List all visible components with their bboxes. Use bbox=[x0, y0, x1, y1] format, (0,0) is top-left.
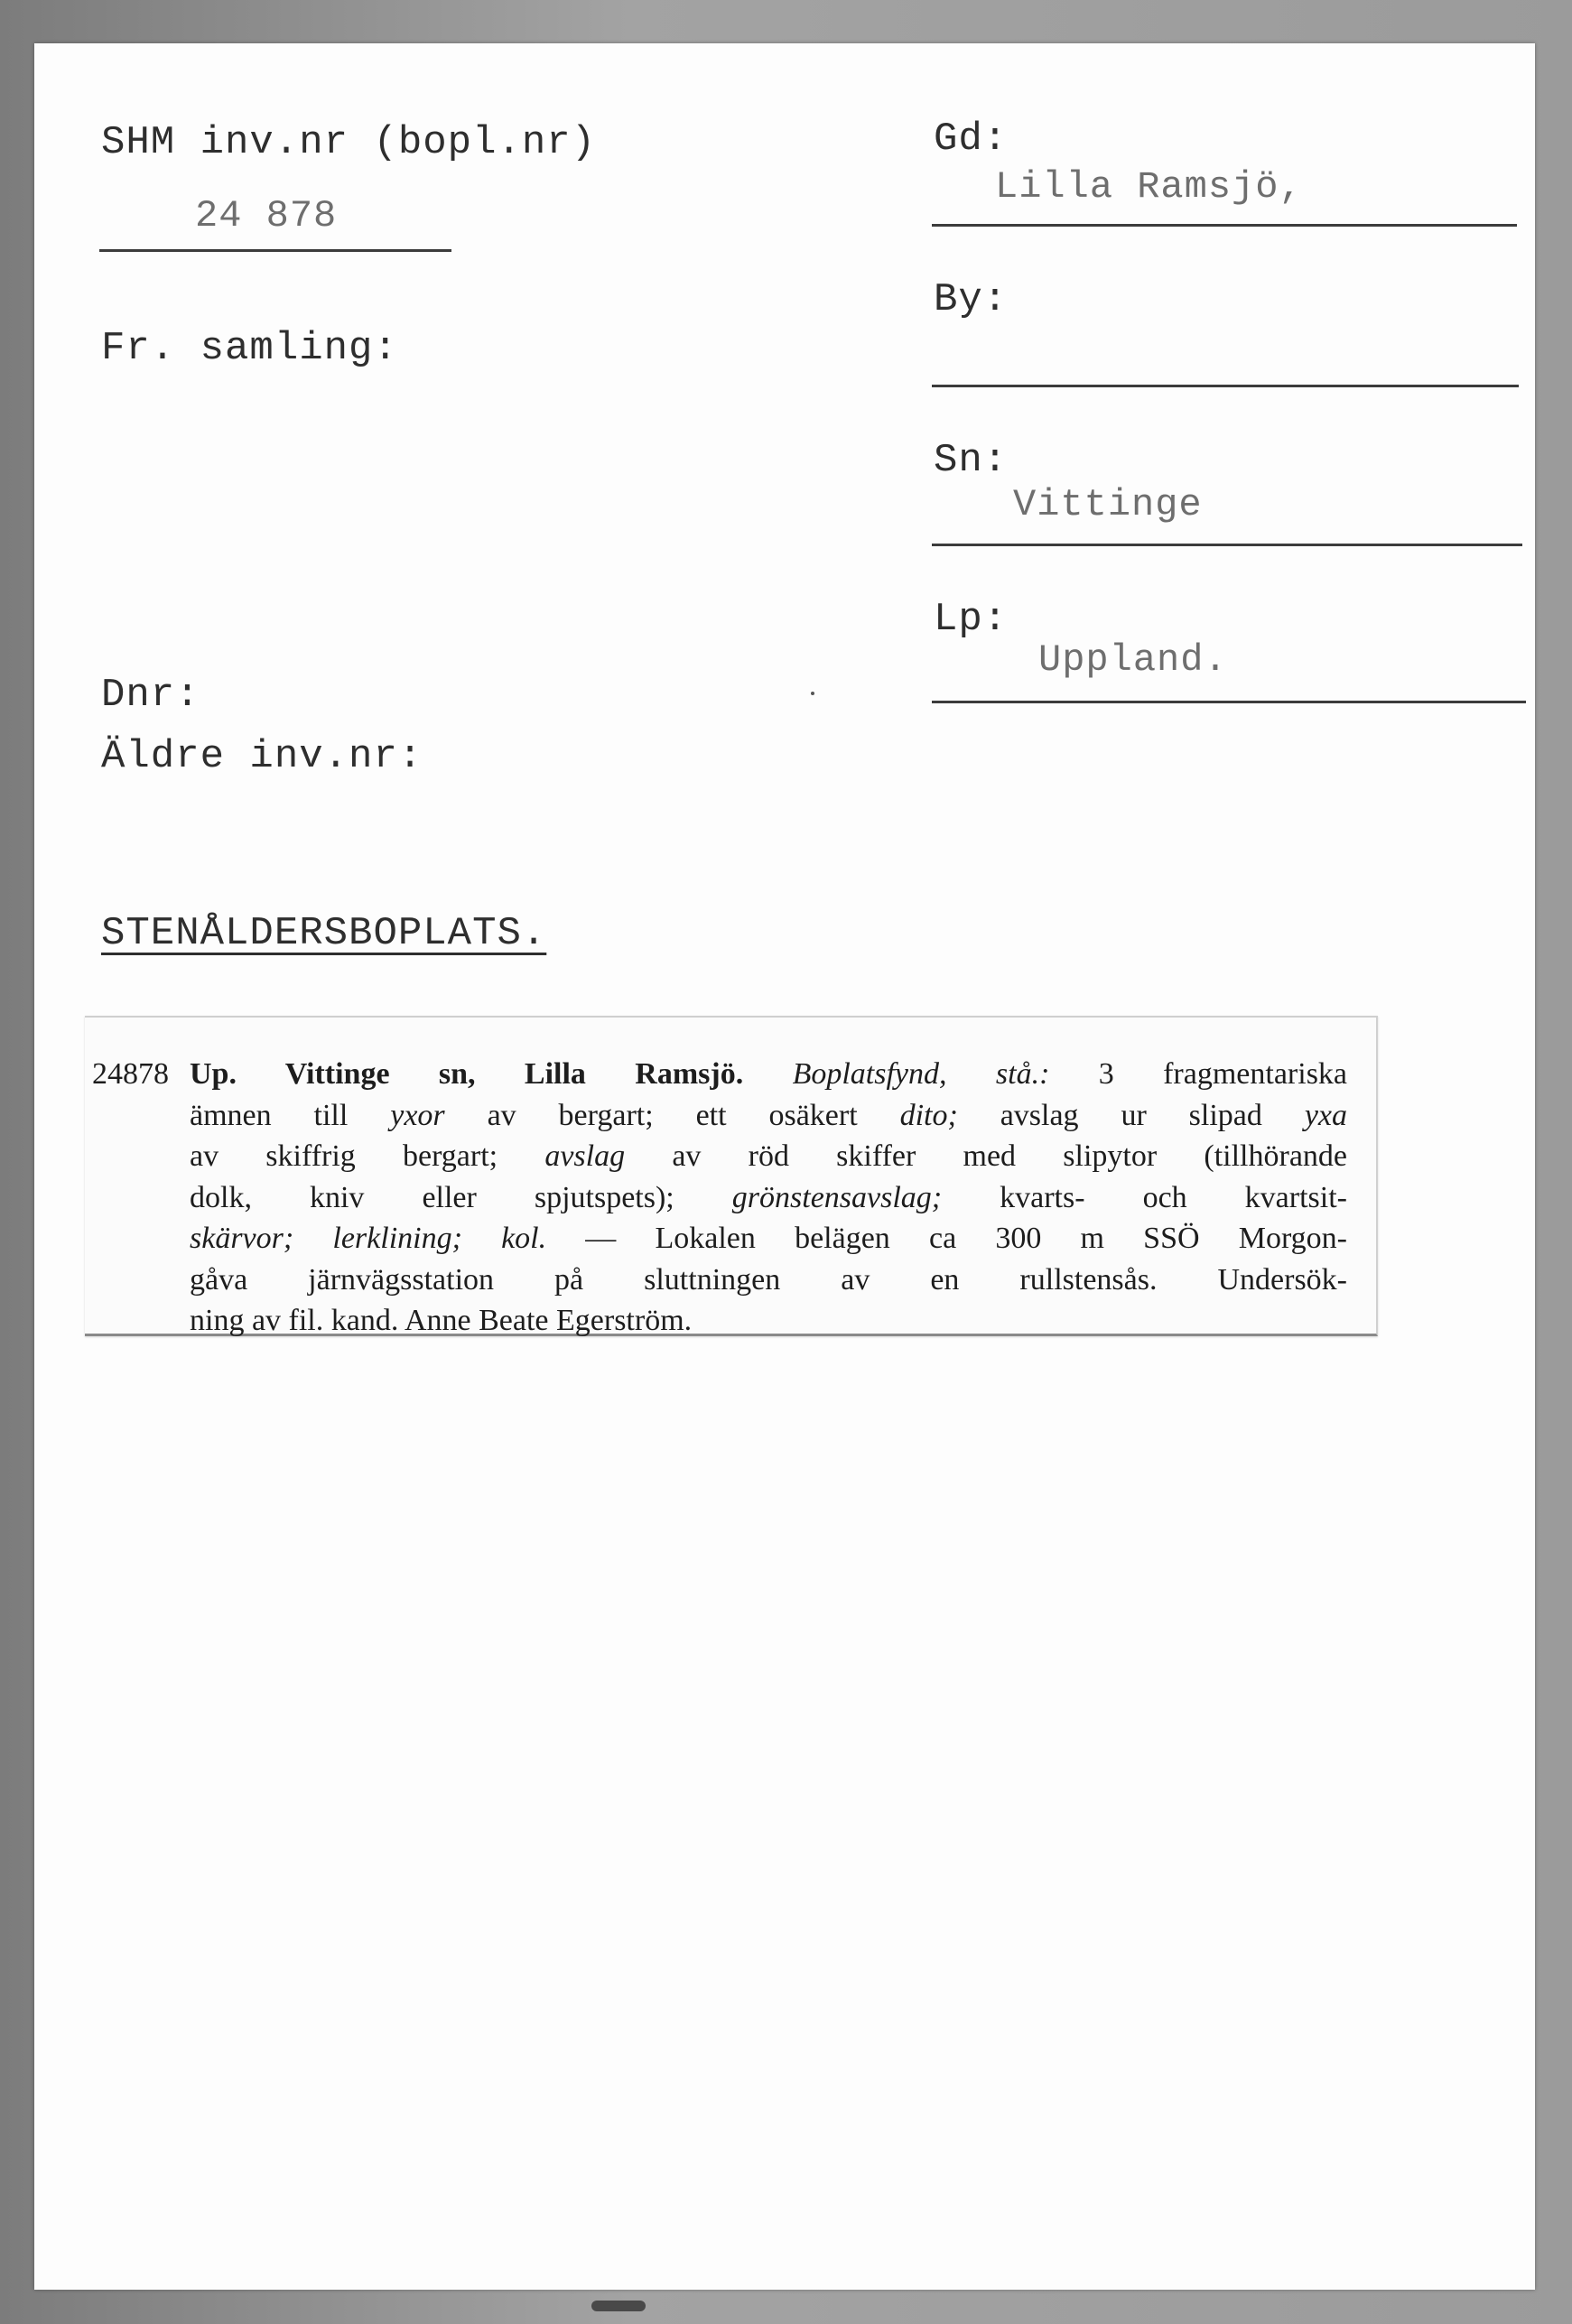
by-rule bbox=[932, 385, 1519, 387]
entry-line bbox=[190, 1095, 1347, 1137]
entry-text-run: ämnen till bbox=[190, 1098, 391, 1132]
entry-text-run: dolk, kniv eller spjutspets); bbox=[190, 1180, 732, 1214]
gd-value: Lilla Ramsjö, bbox=[995, 165, 1303, 209]
entry-number: 24878 bbox=[92, 1057, 169, 1091]
entry-text-run: avslag bbox=[544, 1139, 626, 1173]
entry-text-run: yxor bbox=[390, 1098, 445, 1132]
inv-value: 24 878 bbox=[195, 194, 338, 237]
inv-label: SHM inv.nr (bopl.nr) bbox=[101, 120, 597, 165]
heading-stenaldersboplats: STENÅLDERSBOPLATS. bbox=[101, 911, 547, 956]
speck bbox=[811, 692, 814, 695]
entry-text-run: 3 fragmentariska bbox=[1049, 1057, 1348, 1091]
gd-label: Gd: bbox=[934, 116, 1009, 162]
entry-text bbox=[190, 1054, 1347, 1342]
entry-text-run: — Lokalen belägen ca 300 m SSÖ Morgon- bbox=[546, 1222, 1347, 1255]
entry-text-run: dito; bbox=[899, 1098, 958, 1132]
entry-text-run: Boplatsfynd, stå.: bbox=[792, 1057, 1050, 1091]
inv-rule bbox=[99, 249, 451, 252]
gd-rule bbox=[932, 224, 1517, 227]
entry-line bbox=[190, 1177, 1347, 1219]
sn-value: Vittinge bbox=[1013, 483, 1203, 526]
entry-text-run: kvarts- och kvartsit- bbox=[942, 1180, 1347, 1214]
catalog-entry bbox=[92, 1054, 1348, 1337]
entry-text-run: ning av fil. kand. Anne Beate Egerström. bbox=[190, 1304, 693, 1337]
entry-text-run: av röd skiffer med slipytor (tillhörande bbox=[625, 1139, 1347, 1173]
lp-rule bbox=[932, 701, 1526, 703]
entry-text-run: av bergart; ett osäkert bbox=[444, 1098, 900, 1132]
entry-text-run bbox=[743, 1057, 792, 1091]
entry-line bbox=[190, 1260, 1347, 1301]
entry-text-run: Up. Vittinge sn, Lilla Ramsjö. bbox=[190, 1057, 744, 1091]
entry-text-run: av skiffrig bergart; bbox=[190, 1139, 545, 1173]
dnr-label: Dnr: bbox=[101, 673, 200, 718]
fr-samling-label: Fr. samling: bbox=[101, 326, 398, 371]
entry-text-run: avslag ur slipad bbox=[957, 1098, 1305, 1132]
entry-text-run: gåva järnvägsstation på sluttningen av en rullstensås. Undersök- bbox=[190, 1262, 1347, 1297]
entry-text-run: skärvor; lerklining; kol. bbox=[190, 1222, 547, 1255]
sn-rule bbox=[932, 544, 1522, 546]
entry-line bbox=[190, 1136, 1347, 1177]
entry-line bbox=[190, 1054, 1347, 1095]
aldre-inv-label: Äldre inv.nr: bbox=[101, 734, 423, 779]
lp-value: Uppland. bbox=[1038, 638, 1228, 682]
entry-line bbox=[190, 1218, 1347, 1260]
by-label: By: bbox=[934, 277, 1009, 322]
entry-line bbox=[190, 1300, 1347, 1342]
smudge-mark bbox=[591, 2301, 646, 2311]
lp-label: Lp: bbox=[934, 597, 1009, 642]
entry-text-run: yxa bbox=[1304, 1098, 1347, 1132]
sn-label: Sn: bbox=[934, 438, 1009, 483]
catalog-clipping bbox=[85, 1016, 1378, 1336]
entry-text-run: grönstensavslag; bbox=[731, 1180, 943, 1214]
